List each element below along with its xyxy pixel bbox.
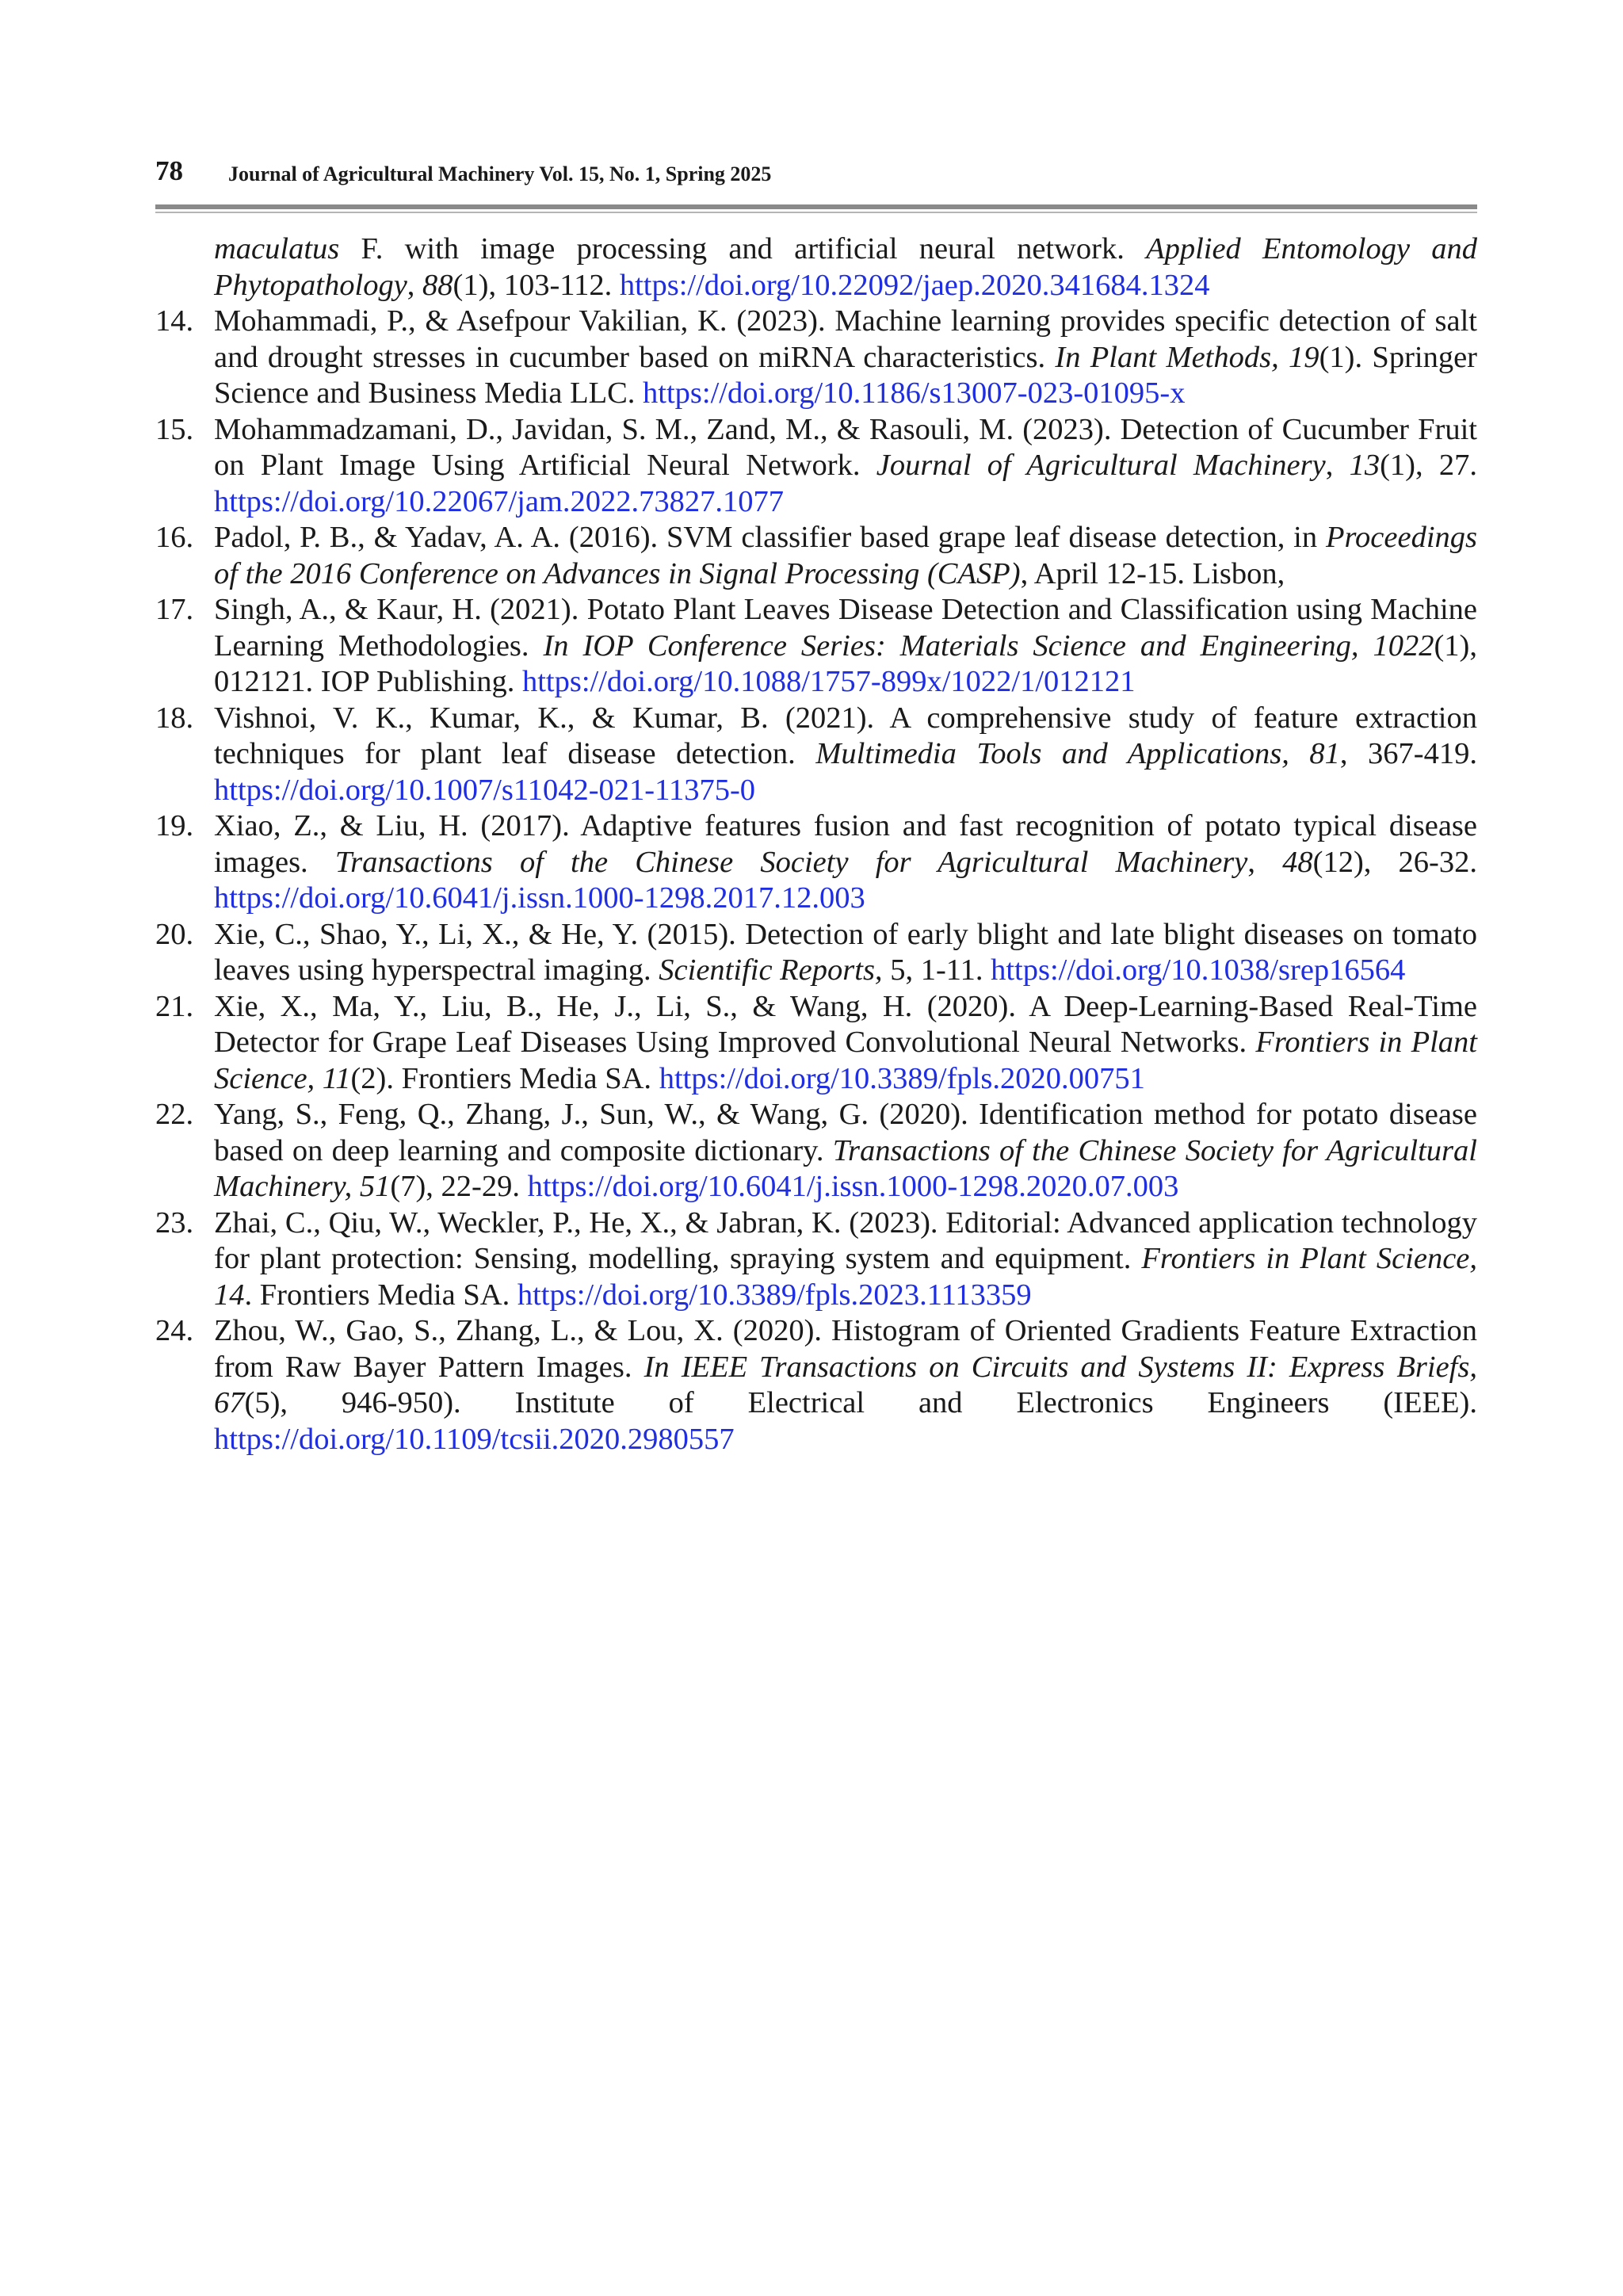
reference-text: . Frontiers Media SA. <box>244 1278 517 1312</box>
reference-item <box>155 989 1477 1098</box>
doi-link[interactable]: https://doi.org/10.22092/jaep.2020.341684.1324 <box>619 268 1210 302</box>
reference-text: (1). Springer Science and Business Media LLC. <box>214 340 1477 410</box>
doi-link[interactable]: https://doi.org/10.6041/j.issn.1000-1298.2020.07.003 <box>527 1170 1179 1203</box>
reference-italic-text: Transactions of the Chinese Society for Agricultural Machinery <box>334 845 1248 879</box>
reference-number: 22. <box>155 1098 194 1131</box>
reference-italic-text: In Plant Methods, 19 <box>1055 340 1319 374</box>
reference-italic-text: Frontiers in Plant Science, 14 <box>214 1242 1477 1312</box>
reference-number: 23. <box>155 1205 194 1240</box>
reference-text: Xie, C., Shao, Y., Li, X., & He, Y. (2015). Detection of early blight and late blight diseases on tomato leaves using hyperspectral imaging. <box>214 917 1477 987</box>
reference-item <box>155 592 1477 701</box>
page-number: 78 <box>155 155 183 186</box>
reference-italic-text: Multimedia Tools and Applications, 81 <box>815 737 1340 770</box>
reference-item <box>155 917 1477 989</box>
reference-item <box>155 412 1477 521</box>
reference-number: 14. <box>155 304 194 338</box>
reference-italic-text: Scientific Reports, <box>659 953 883 987</box>
reference-text: , 367-419. <box>1339 737 1478 770</box>
reference-text: Zhai, C., Qiu, W., Weckler, P., He, X., & Jabran, K. (2023). Editorial: Advanced application technology for plant protection: Sensing, modelling, spraying system and equipment. <box>214 1205 1477 1275</box>
reference-item <box>155 1205 1477 1314</box>
reference-text: (1), 27. <box>1380 449 1477 482</box>
doi-link[interactable]: https://doi.org/10.22067/jam.2022.73827.1077 <box>214 484 785 518</box>
doi-link[interactable]: https://doi.org/10.1007/s11042-021-11375-0 <box>214 773 756 807</box>
reference-list <box>155 231 1477 1457</box>
reference-text: (12), 26-32. <box>1312 845 1477 879</box>
reference-number: 21. <box>155 989 194 1023</box>
reference-italic-text: 88 <box>422 268 453 302</box>
reference-italic-text: Frontiers in Plant Science, 11 <box>214 1026 1478 1095</box>
reference-italic-text: 13 <box>1349 449 1381 482</box>
reference-item <box>155 231 1477 304</box>
reference-italic-text: Proceedings of the 2016 Conference on Advances in Signal Processing (CASP) <box>214 521 1477 590</box>
running-header <box>155 155 1477 193</box>
reference-text: (2). Frontiers Media SA. <box>350 1061 659 1095</box>
reference-text: Zhou, W., Gao, S., Zhang, L., & Lou, X. (2020). Histogram of Oriented Gradients Feature Extraction from Raw Bayer Pattern Images. <box>214 1314 1477 1384</box>
reference-number: 19. <box>155 809 194 842</box>
doi-link[interactable]: https://doi.org/10.1088/1757-899x/1022/1/012121 <box>521 665 1136 698</box>
reference-number: 17. <box>155 593 194 626</box>
reference-text: Vishnoi, V. K., Kumar, K., & Kumar, B. (2021). A comprehensive study of feature extraction techniques for plant leaf disease detection. <box>214 701 1477 770</box>
doi-link[interactable]: https://doi.org/10.1038/srep16564 <box>991 953 1406 987</box>
reference-italic-text: In IEEE Transactions on Circuits and Systems II: Express Briefs, 67 <box>214 1350 1477 1419</box>
reference-text: Xie, X., Ma, Y., Liu, B., He, J., Li, S., & Wang, H. (2020). A Deep-Learning-Based Real-Time Detector for Grape Leaf Diseases Using Improved Convolutional Neural Networks. <box>214 989 1477 1059</box>
reference-text: Padol, P. B., & Yadav, A. A. (2016). SVM classifier based grape leaf disease detection, in <box>214 521 1326 554</box>
reference-italic-text: Journal of Agricultural Machinery <box>876 449 1326 482</box>
reference-number: 16. <box>155 521 194 554</box>
reference-text: , <box>1247 845 1283 879</box>
reference-italic-text: 48 <box>1282 845 1313 879</box>
reference-italic-text: maculatus <box>214 232 340 266</box>
reference-text: (7), 22-29. <box>390 1170 528 1203</box>
doi-link[interactable]: https://doi.org/10.6041/j.issn.1000-1298.2017.12.003 <box>214 881 865 915</box>
reference-italic-text: In IOP Conference Series: Materials Science and Engineering, 1022 <box>543 628 1434 663</box>
doi-link[interactable]: https://doi.org/10.1109/tcsii.2020.2980557 <box>214 1422 735 1456</box>
reference-number: 15. <box>155 412 194 446</box>
reference-text: , <box>1325 449 1350 482</box>
reference-text: Mohammadzamani, D., Javidan, S. M., Zand, M., & Rasouli, M. (2023). Detection of Cucumber Fruit on Plant Image Using Artificial Neural Network. <box>214 412 1477 482</box>
reference-number: 18. <box>155 701 194 735</box>
reference-text: Singh, A., & Kaur, H. (2021). Potato Plant Leaves Disease Detection and Classification using Machine Learning Methodologies. <box>214 593 1477 663</box>
header-rule-thin <box>155 212 1477 213</box>
doi-link[interactable]: https://doi.org/10.1186/s13007-023-01095-x <box>643 376 1186 410</box>
reference-text: 5, 1-11. <box>882 953 991 987</box>
reference-text: (5), 946-950). Institute of Electrical and Electronics Engineers (IEEE). <box>244 1386 1477 1419</box>
header-rule-thick <box>155 204 1477 209</box>
reference-item <box>155 808 1477 917</box>
reference-number: 20. <box>155 917 194 951</box>
reference-item <box>155 701 1477 809</box>
doi-link[interactable]: https://doi.org/10.3389/fpls.2023.1113359 <box>517 1278 1032 1312</box>
reference-text: Xiao, Z., & Liu, H. (2017). Adaptive features fusion and fast recognition of potato typical disease images. <box>214 809 1477 879</box>
reference-text: , April 12-15. Lisbon, <box>1020 556 1285 590</box>
reference-italic-text: Applied Entomology and Phytopathology <box>214 232 1477 302</box>
reference-number: 24. <box>155 1314 194 1347</box>
reference-item <box>155 1313 1477 1457</box>
doi-link[interactable]: https://doi.org/10.3389/fpls.2020.00751 <box>659 1061 1145 1095</box>
reference-item <box>155 1097 1477 1205</box>
reference-text: Yang, S., Feng, Q., Zhang, J., Sun, W., & Wang, G. (2020). Identification method for potato disease based on deep learning and composite dictionary. <box>214 1098 1477 1167</box>
reference-italic-text: Transactions of the Chinese Society for Agricultural Machinery, 51 <box>214 1133 1477 1203</box>
reference-text: (1), 103-112. <box>453 268 620 302</box>
reference-item <box>155 520 1477 592</box>
journal-title: Journal of Agricultural Machinery Vol. 15, No. 1, Spring 2025 <box>228 162 772 185</box>
reference-text: (1), 012121. IOP Publishing. <box>214 628 1477 698</box>
reference-text: , <box>407 268 423 302</box>
reference-item <box>155 304 1477 412</box>
reference-text: Mohammadi, P., & Asefpour Vakilian, K. (2023). Machine learning provides specific detection of salt and drought stresses in cucumber based on miRNA characteristics. <box>214 304 1477 374</box>
reference-text: F. with image processing and artificial neural network. <box>339 232 1147 266</box>
